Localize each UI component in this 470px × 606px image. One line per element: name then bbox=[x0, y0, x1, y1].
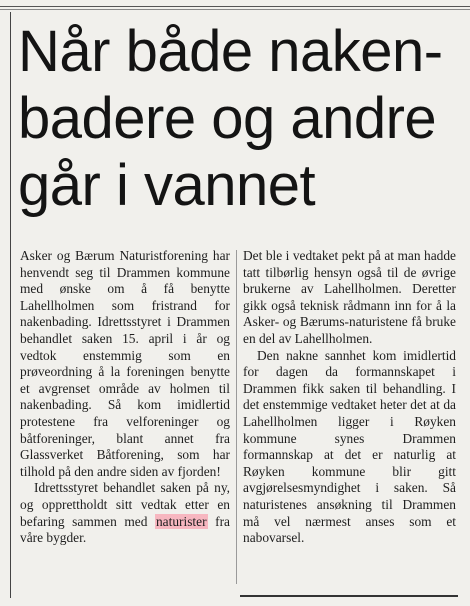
headline-line-2: badere og andre bbox=[18, 86, 437, 151]
left-column-rule bbox=[10, 12, 11, 598]
article-column-left bbox=[20, 248, 230, 547]
article-column-right bbox=[243, 248, 456, 547]
top-rule bbox=[0, 6, 470, 7]
headline bbox=[18, 18, 466, 219]
paragraph-left-2-end: fra våre bygder. bbox=[20, 513, 230, 546]
top-rule-secondary bbox=[0, 9, 470, 10]
headline-line-1: Når både naken- bbox=[18, 19, 443, 84]
column-divider bbox=[236, 250, 237, 584]
paragraph-right-2: Den nakne sannhet kom imidlertid for dagen da formannskapet i Drammen fikk saken til behandling. I det enstemmige vedtaket heter det at da Lahellholmen ligger i Røyken kommune synes Drammen formannskap at det er naturlig at Røyken kommune blir gitt avgjørelsesmyndighet i saken. Så naturistenes ansøkning til Drammen må vel nærmest anses som et nabovarsel. bbox=[243, 347, 456, 546]
highlighted-term: naturister bbox=[155, 513, 207, 529]
paragraph-left-2-text: Idrettsstyret behandlet saken på ny, og opprettholdt sitt vedtak etter en befaring sammen med bbox=[20, 480, 230, 529]
headline-line-3: går i vannet bbox=[18, 153, 316, 218]
paragraph-right-1: Det ble i vedtaket pekt på at man hadde tatt tilbørlig hensyn også til de øvrige brukerne av Lahellholmen. Deretter gikk også teknisk rådmann inn for å la Asker- og Bærums-naturistene få bruke en del av Lahellholmen. bbox=[243, 248, 456, 346]
bottom-rule bbox=[240, 595, 458, 597]
paragraph-left-2 bbox=[20, 480, 230, 546]
paragraph-left-1: Asker og Bærum Naturistforening har henvendt seg til Drammen kommune med ønske om å få benytte Lahellholmen som fristrand for nakenbading. Idrettsstyret i Drammen behandlet saken 15. april i år og vedtok enstemmig som en prøveordning å la foreningen benytte et avgrenset område av holmen til nakenbading. Så kom imidlertid protestene fra velforeninger og båtforeninger, blant annet fra Glassverket Båtforening, som har tilhold på den andre siden av fjorden! bbox=[20, 248, 230, 479]
